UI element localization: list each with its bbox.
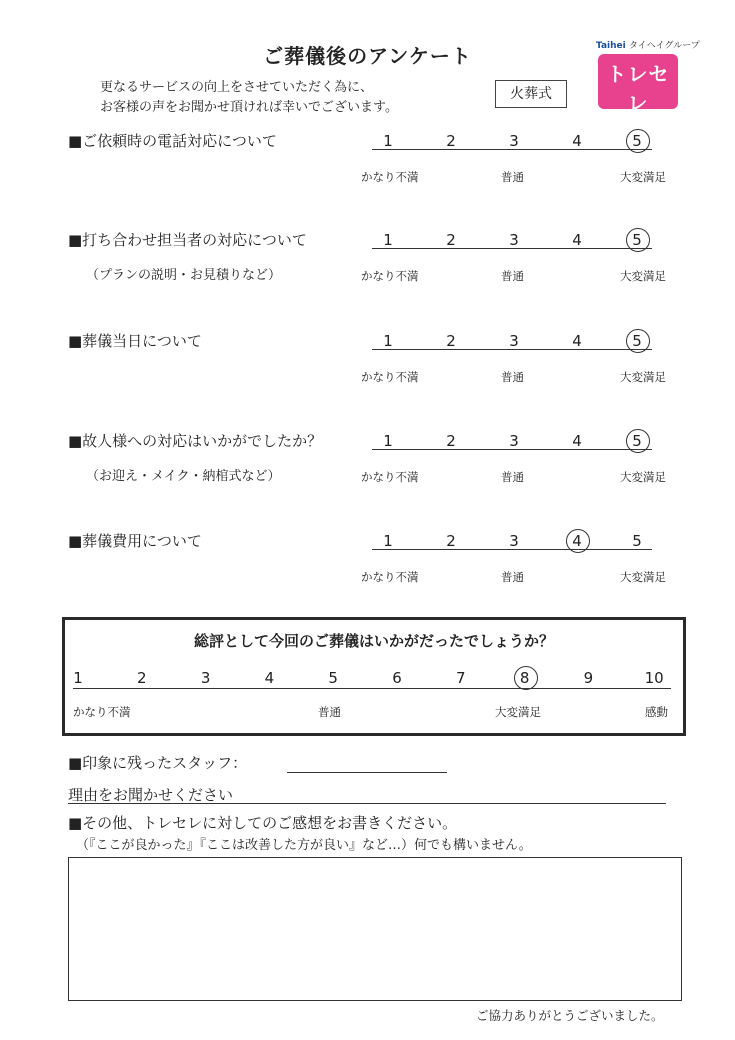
rating-option-4[interactable]: 4 [572, 132, 582, 150]
thanks-text: ご協力ありがとうございました。 [476, 1008, 664, 1023]
group-logo [596, 38, 700, 51]
rating-option-3[interactable]: 3 [509, 532, 519, 550]
overall-option-10[interactable]: 10 [644, 669, 664, 687]
scale-label-low: かなり不満 [361, 370, 419, 384]
comments-label: ■その他、トレセレに対してのご感想をお書きください。 [68, 814, 458, 832]
rating-option-1[interactable]: 1 [383, 332, 393, 350]
overall-label-mid: 普通 [318, 705, 341, 719]
overall-option-7[interactable]: 7 [456, 669, 466, 687]
question-4-subtitle: （お迎え・メイク・納棺式など） [86, 469, 281, 484]
reason-label: 理由をお聞かせください [68, 786, 234, 804]
question-1-title: ■ご依頼時の電話対応について [68, 132, 277, 150]
comments-hint: （『ここが良かった』『ここは改善した方が良い』など…）何でも構いません。 [76, 838, 532, 853]
brand-logo [598, 54, 678, 134]
overall-option-9[interactable]: 9 [583, 669, 594, 687]
rating-option-4[interactable]: 4 [572, 432, 582, 450]
scale-label-mid: 普通 [501, 269, 524, 283]
overall-option-1[interactable]: 1 [73, 669, 83, 687]
question-5-title: ■葬儀費用について [68, 532, 202, 550]
overall-label-top: 感動 [645, 705, 668, 719]
rating-option-3[interactable]: 3 [509, 432, 519, 450]
rating-option-3[interactable]: 3 [509, 132, 519, 150]
question-4-title: ■故人様への対応はいかがでしたか？ [68, 432, 323, 450]
selected-circle-mark [626, 228, 650, 252]
overall-option-8[interactable]: 8 [519, 669, 530, 687]
rating-option-1[interactable]: 1 [383, 132, 393, 150]
rating-option-2[interactable]: 2 [446, 432, 456, 450]
selected-circle-mark [514, 666, 538, 690]
intro-line-2: お客様の声をお聞かせ頂ければ幸いでございます。 [100, 100, 398, 115]
taihei-logo-text: Taihei [596, 41, 626, 51]
rating-option-1[interactable]: 1 [383, 532, 393, 550]
reason-input[interactable] [68, 803, 666, 804]
scale-label-mid: 普通 [501, 170, 524, 184]
scale-label-high: 大変満足 [620, 470, 666, 484]
scale-label-high: 大変満足 [620, 170, 666, 184]
scale-label-low: かなり不満 [361, 269, 419, 283]
rating-option-3[interactable]: 3 [509, 231, 519, 249]
scale-label-high: 大変満足 [620, 370, 666, 384]
scale-label-high: 大変満足 [620, 570, 666, 584]
overall-label-low: かなり不満 [73, 705, 131, 719]
overall-option-4[interactable]: 4 [264, 669, 275, 687]
overall-option-6[interactable]: 6 [392, 669, 402, 687]
scale-label-mid: 普通 [501, 470, 524, 484]
comments-textarea[interactable] [68, 857, 682, 1001]
rating-option-3[interactable]: 3 [509, 332, 519, 350]
selected-circle-mark [566, 529, 590, 553]
rating-option-2[interactable]: 2 [446, 332, 456, 350]
question-2-title: ■打ち合わせ担当者の対応について [68, 231, 307, 249]
overall-option-2[interactable]: 2 [137, 669, 147, 687]
question-3-title: ■葬儀当日について [68, 332, 202, 350]
scale-label-high: 大変満足 [620, 269, 666, 283]
scale-label-mid: 普通 [501, 370, 524, 384]
rating-option-2[interactable]: 2 [446, 532, 456, 550]
scale-label-low: かなり不満 [361, 470, 419, 484]
scale-label-mid: 普通 [501, 570, 524, 584]
overall-scale-line [73, 688, 671, 689]
overall-rating-box [62, 617, 686, 736]
rating-option-5[interactable]: 5 [632, 432, 642, 450]
rating-option-5[interactable]: 5 [632, 532, 642, 550]
page-title: ご葬儀後のアンケート [263, 44, 472, 68]
rating-option-1[interactable]: 1 [383, 432, 393, 450]
rating-option-4[interactable]: 4 [572, 532, 582, 550]
rating-option-5[interactable]: 5 [632, 231, 642, 249]
intro-line-1: 更なるサービスの向上をさせていただく為に、 [100, 80, 374, 95]
rating-option-4[interactable]: 4 [572, 332, 582, 350]
overall-label-high: 大変満足 [495, 705, 541, 719]
rating-option-2[interactable]: 2 [446, 231, 456, 249]
rating-option-5[interactable]: 5 [632, 332, 642, 350]
selected-circle-mark [626, 329, 650, 353]
scale-label-low: かなり不満 [361, 570, 419, 584]
scale-label-low: かなり不満 [361, 170, 419, 184]
selected-circle-mark [626, 129, 650, 153]
ceremony-type-box: 火葬式 [495, 80, 567, 108]
brand-name: トレセレ [606, 62, 670, 115]
group-text: タイヘイグループ [628, 41, 700, 51]
brand-tagline: 安心葬儀 [613, 120, 662, 134]
overall-option-3[interactable]: 3 [200, 669, 211, 687]
intro-text [100, 78, 398, 118]
overall-option-5[interactable]: 5 [328, 669, 338, 687]
selected-circle-mark [626, 429, 650, 453]
staff-input[interactable] [287, 772, 447, 773]
overall-title: 総評として今回のご葬儀はいかがだったでしょうか？ [193, 632, 554, 650]
rating-option-1[interactable]: 1 [383, 231, 393, 249]
rating-option-4[interactable]: 4 [572, 231, 582, 249]
rating-option-2[interactable]: 2 [446, 132, 456, 150]
question-2-subtitle: （プランの説明・お見積りなど） [86, 268, 282, 283]
rating-option-5[interactable]: 5 [632, 132, 642, 150]
staff-label: ■印象に残ったスタッフ： [68, 754, 248, 772]
